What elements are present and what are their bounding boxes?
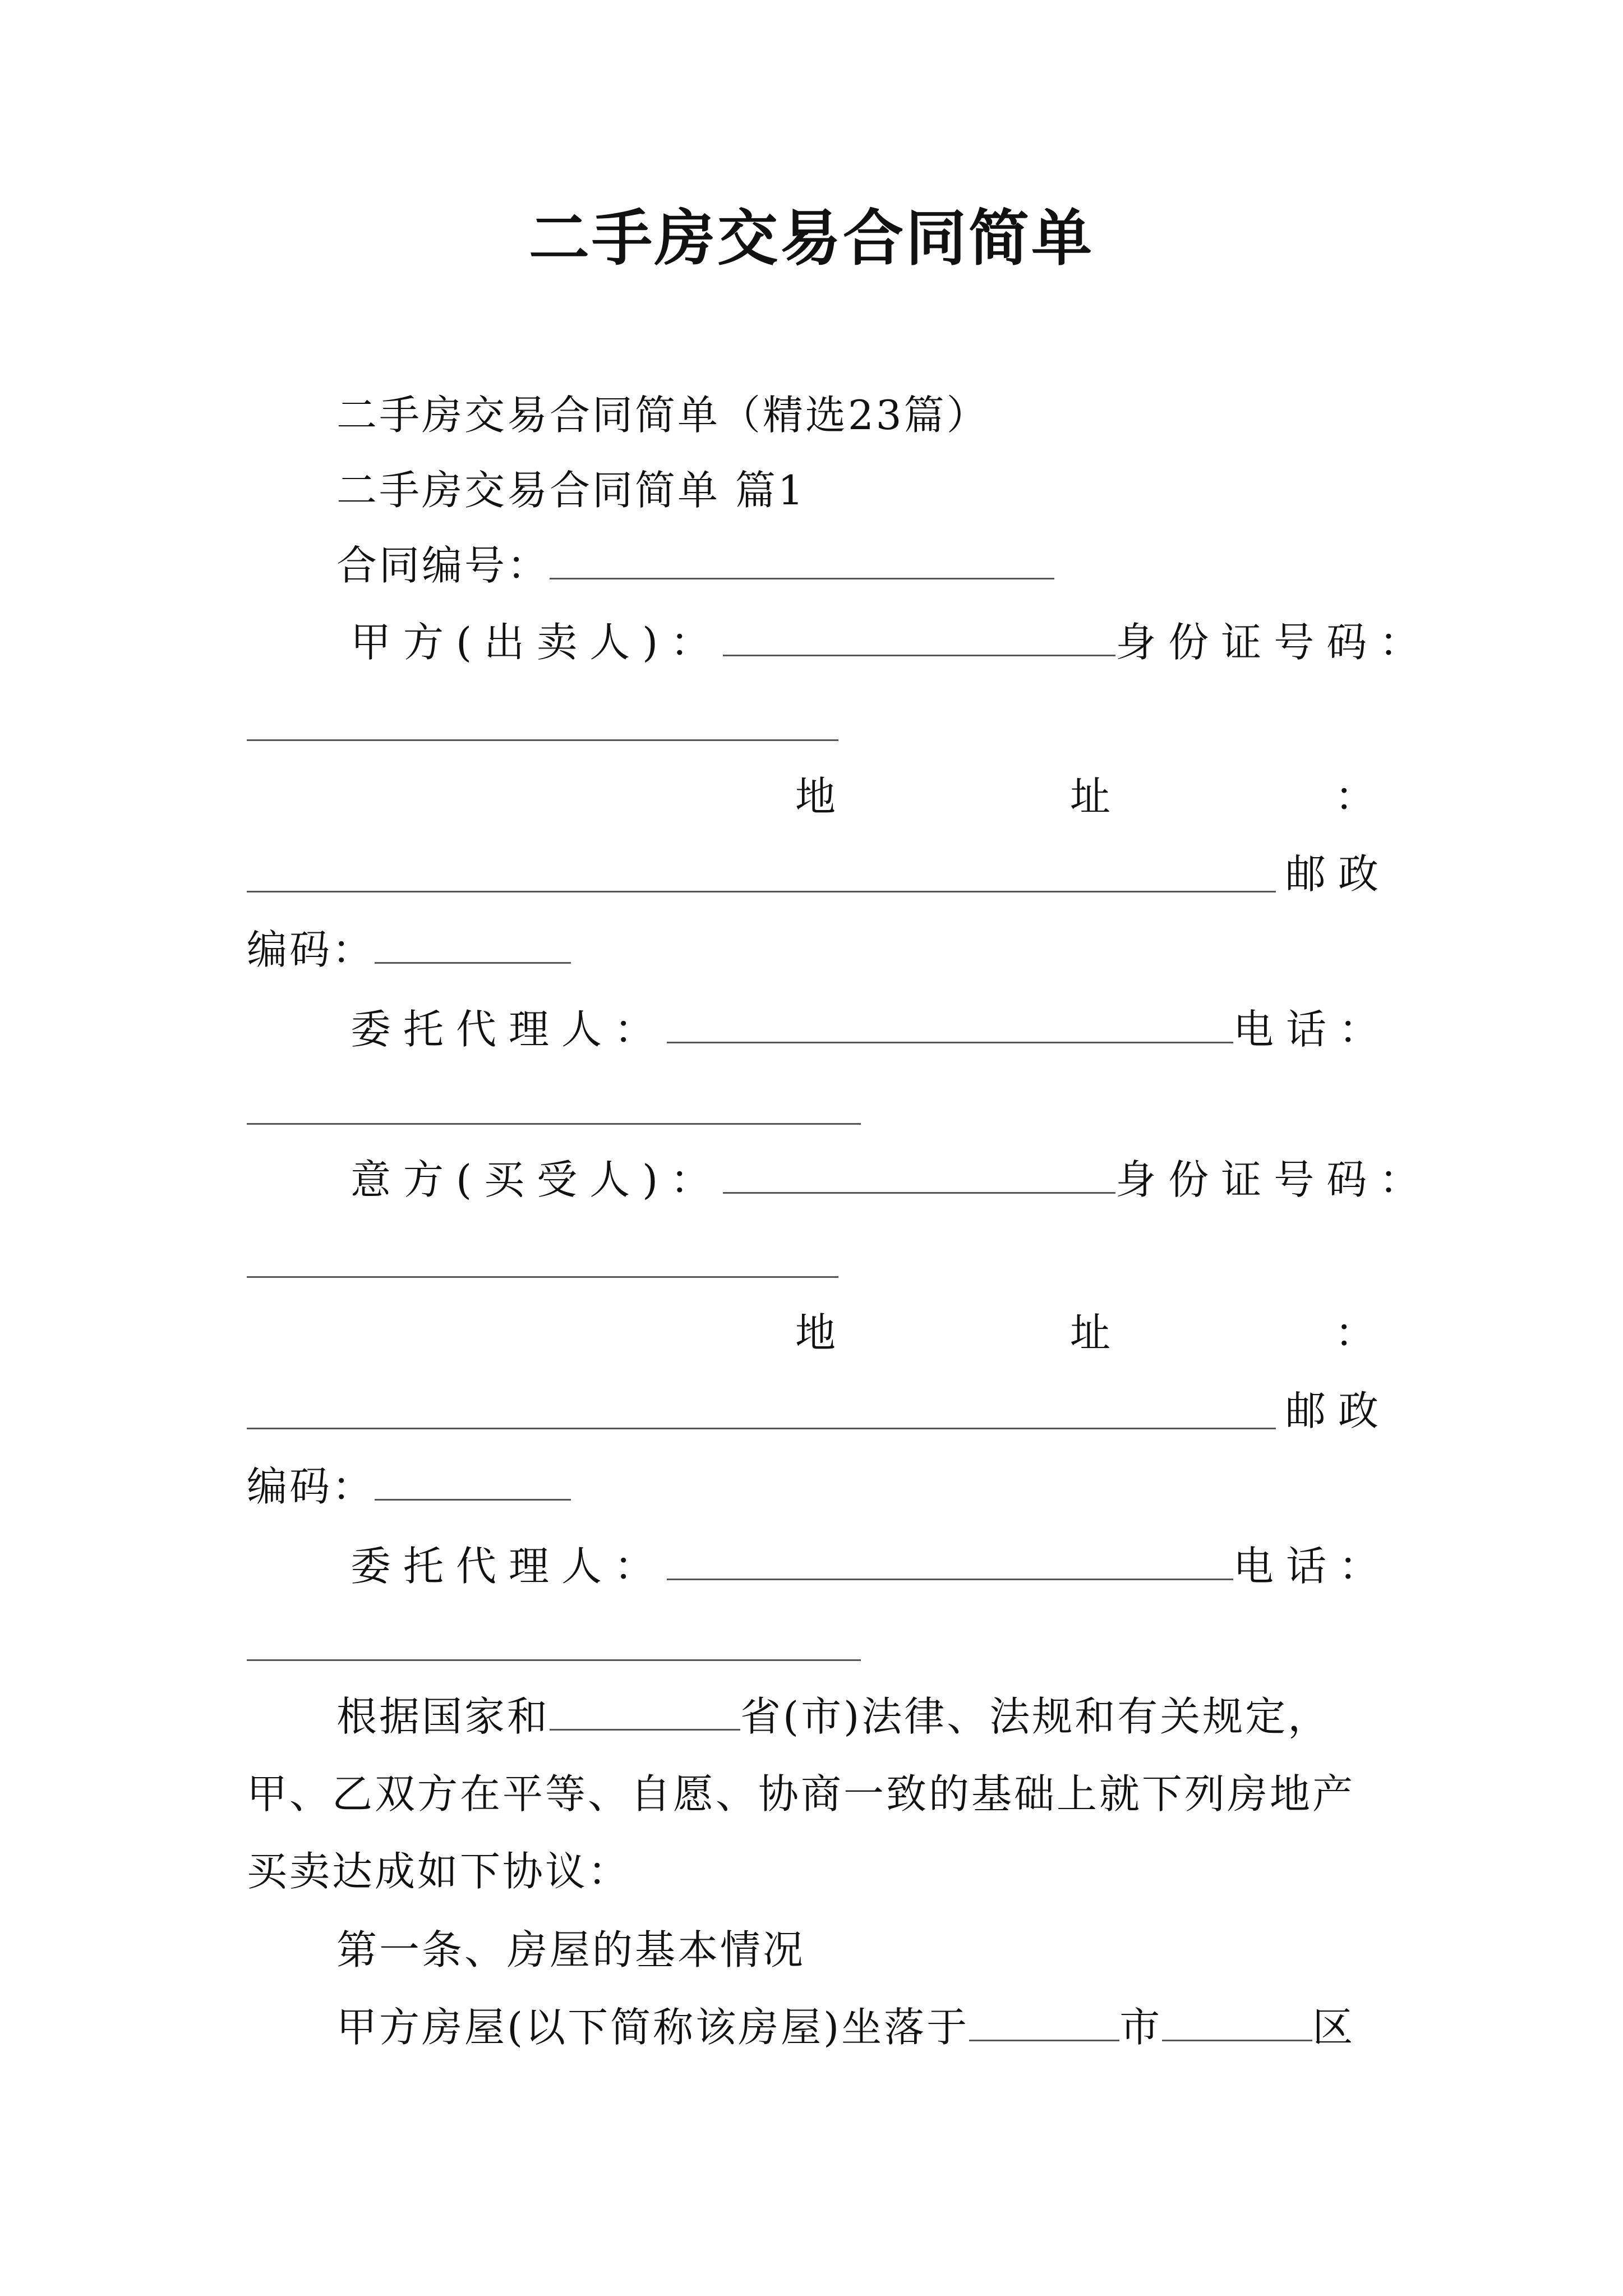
- party-a-postal-tail: 邮政: [1285, 850, 1391, 898]
- party-b-postal-label: 编码：: [247, 1463, 375, 1510]
- article-1-line-1: [336, 2000, 1355, 2054]
- party-a-id-label: 身份证号码：: [1115, 619, 1432, 666]
- party-a-address-field[interactable]: [247, 891, 1276, 892]
- document-title: 二手房交易合同简单: [528, 203, 1094, 274]
- basis-text-2: 省(市)法律、法规和有关规定，: [740, 1693, 1331, 1740]
- party-b-address-colon: ：: [1335, 1309, 1376, 1356]
- party-a-agent-field[interactable]: [667, 1007, 1233, 1043]
- section-heading: 二手房交易合同简单 篇1: [336, 467, 806, 514]
- party-b-address-field[interactable]: [247, 1428, 1276, 1429]
- party-b-postal-row: [247, 1460, 571, 1513]
- contract-number-field[interactable]: [550, 543, 1054, 579]
- basis-line-1: [336, 1690, 1330, 1743]
- party-a-name-field[interactable]: [723, 620, 1115, 656]
- party-b-postal-tail: 邮政: [1285, 1387, 1391, 1434]
- party-a-address-colon: ：: [1335, 773, 1376, 820]
- article-1-text-1: 甲方房屋(以下简称该房屋)坐落于: [336, 2004, 970, 2051]
- party-b-row: [351, 1153, 1432, 1207]
- article-1-title: 第一条、房屋的基本情况: [336, 1926, 806, 1973]
- party-a-label: 甲方(出卖人)：: [351, 619, 723, 666]
- party-a-phone-field[interactable]: [247, 1123, 861, 1125]
- party-a-postal-field[interactable]: [375, 927, 571, 964]
- party-b-name-field[interactable]: [723, 1157, 1115, 1194]
- party-b-address-char-1: 地: [795, 1309, 836, 1356]
- party-b-id-label: 身份证号码：: [1115, 1156, 1432, 1203]
- party-a-postal-label: 编码：: [247, 926, 375, 973]
- contract-number-label: 合同编号：: [336, 542, 550, 589]
- article-1-city-field[interactable]: [969, 2005, 1119, 2041]
- contract-number-row: [336, 539, 1054, 592]
- party-b-id-field[interactable]: [247, 1276, 838, 1278]
- party-b-phone-field[interactable]: [247, 1659, 861, 1661]
- party-a-agent-label: 委托代理人：: [351, 1006, 667, 1053]
- basis-line-2: 甲、乙双方在平等、自愿、协商一致的基础上就下列房地产: [247, 1770, 1355, 1818]
- party-a-phone-label: 电话：: [1233, 1006, 1392, 1053]
- party-b-agent-label: 委托代理人：: [351, 1543, 667, 1590]
- party-b-label: 意方(买受人)：: [351, 1156, 723, 1203]
- basis-text-1: 根据国家和: [336, 1693, 550, 1740]
- document-subtitle: 二手房交易合同简单（精选23篇）: [336, 392, 989, 439]
- article-1-text-2: 市: [1119, 2004, 1163, 2051]
- article-1-text-3: 区: [1312, 2004, 1355, 2051]
- basis-line-3: 买卖达成如下协议：: [247, 1848, 631, 1895]
- party-a-row: [351, 615, 1432, 669]
- article-1-district-field[interactable]: [1162, 2005, 1312, 2041]
- basis-province-field[interactable]: [550, 1694, 740, 1731]
- party-a-id-field[interactable]: [247, 739, 838, 741]
- party-b-phone-label: 电话：: [1233, 1543, 1392, 1590]
- party-a-address-char-1: 地: [795, 773, 836, 820]
- party-a-address-char-2: 址: [1070, 773, 1111, 820]
- party-a-postal-row: [247, 923, 571, 977]
- party-a-agent-row: [351, 1002, 1391, 1056]
- party-b-agent-field[interactable]: [667, 1544, 1233, 1580]
- party-b-postal-field[interactable]: [375, 1464, 571, 1501]
- party-b-agent-row: [351, 1539, 1391, 1593]
- party-b-address-char-2: 址: [1070, 1309, 1111, 1356]
